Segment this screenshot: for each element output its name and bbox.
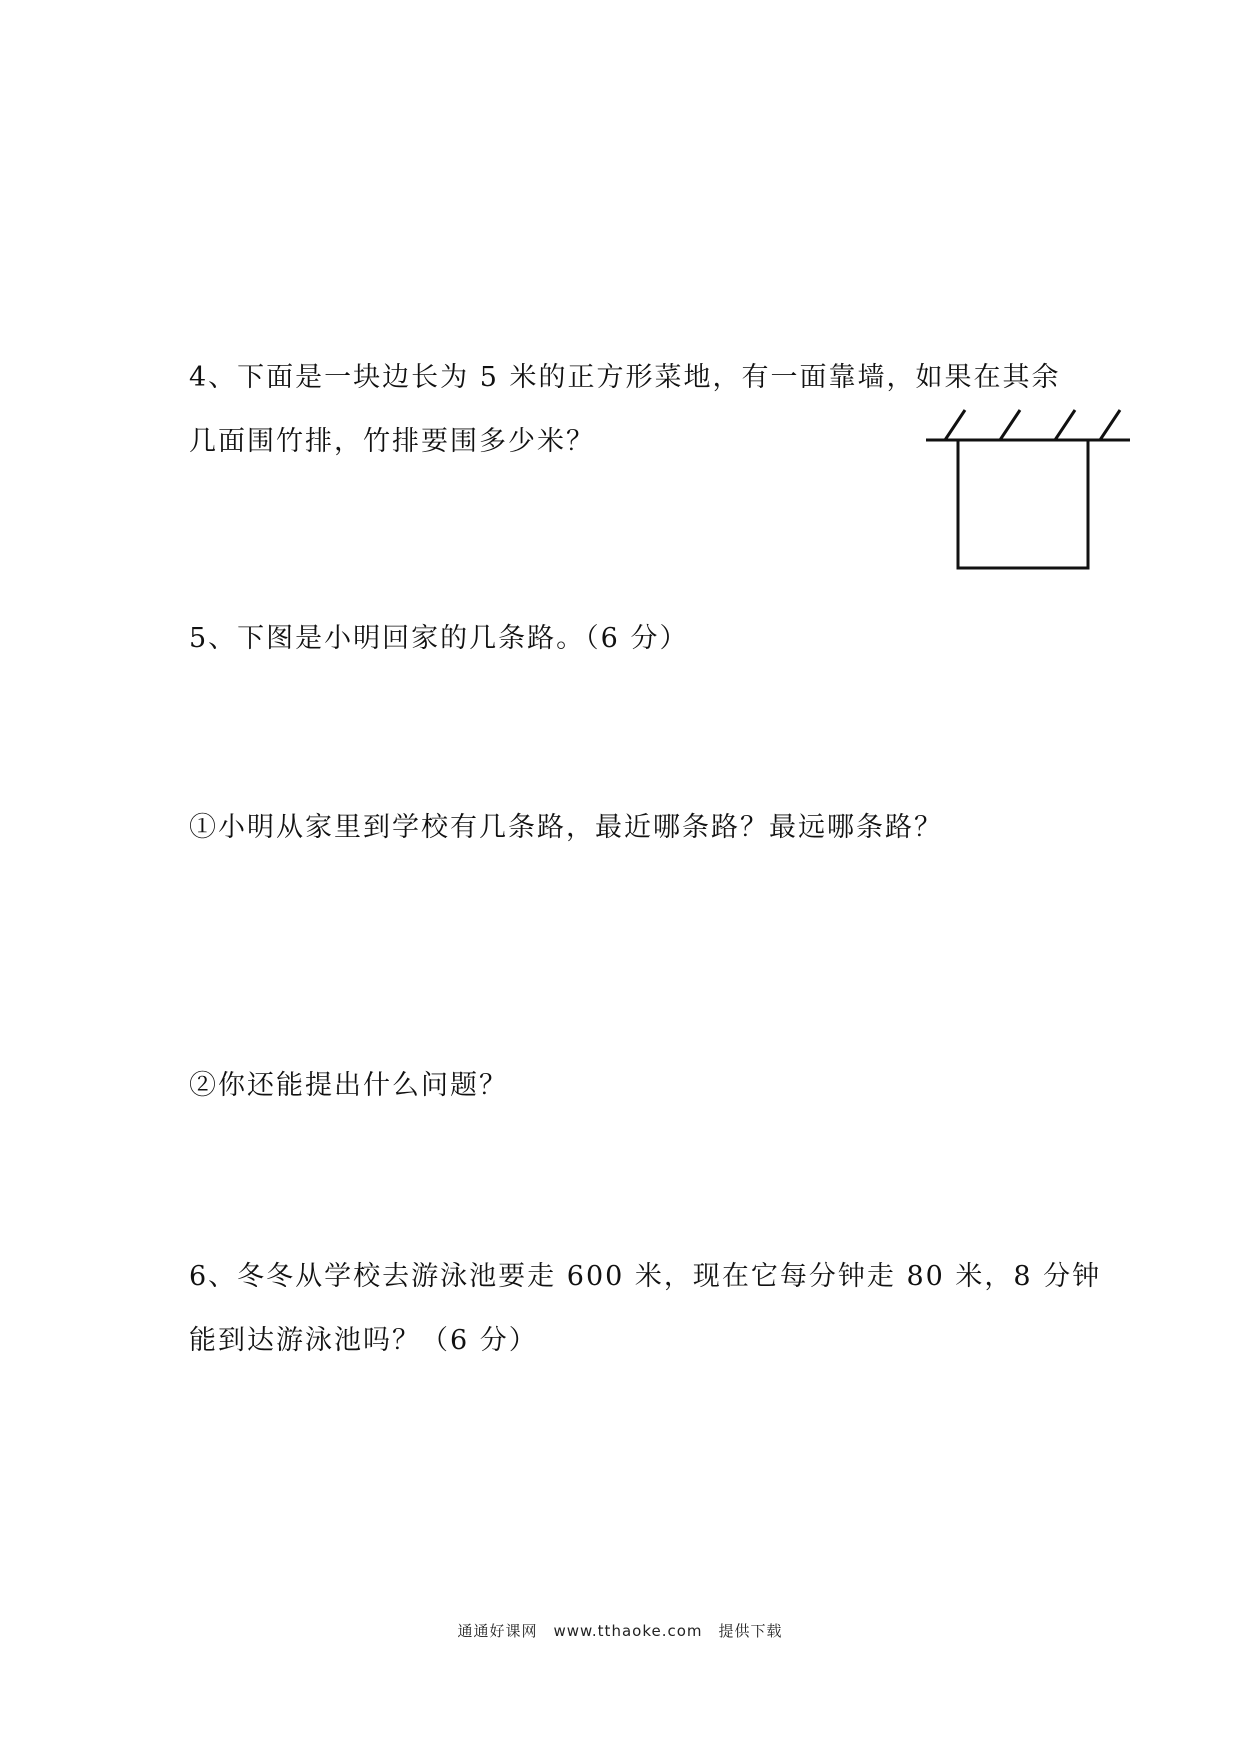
square-garden-wall-icon (920, 400, 1135, 575)
question-5-sub-1: ①小明从家里到学校有几条路，最近哪条路？最远哪条路？ (189, 812, 943, 843)
question-4-line-2: 几面围竹排，竹排要围多少米？ (189, 426, 595, 457)
wall-hatch (1100, 410, 1120, 440)
footer-source: 通通好课网 www.tthaoke.com 提供下载 (457, 1622, 783, 1640)
wall-hatch (1055, 410, 1075, 440)
question-5-sub-2: ②你还能提出什么问题？ (189, 1070, 508, 1101)
garden-square (958, 440, 1088, 568)
wall-hatch (945, 410, 965, 440)
question-6-line-2: 能到达游泳池吗？（6 分） (189, 1325, 538, 1356)
question-4-line-1: 4、下面是一块边长为 5 米的正方形菜地，有一面靠墙，如果在其余 (189, 362, 1061, 393)
question-5-line-1: 5、下图是小明回家的几条路。（6 分） (189, 623, 689, 654)
question-6-line-1: 6、冬冬从学校去游泳池要走 600 米，现在它每分钟走 80 米，8 分钟 (189, 1261, 1102, 1292)
wall-hatch (1000, 410, 1020, 440)
